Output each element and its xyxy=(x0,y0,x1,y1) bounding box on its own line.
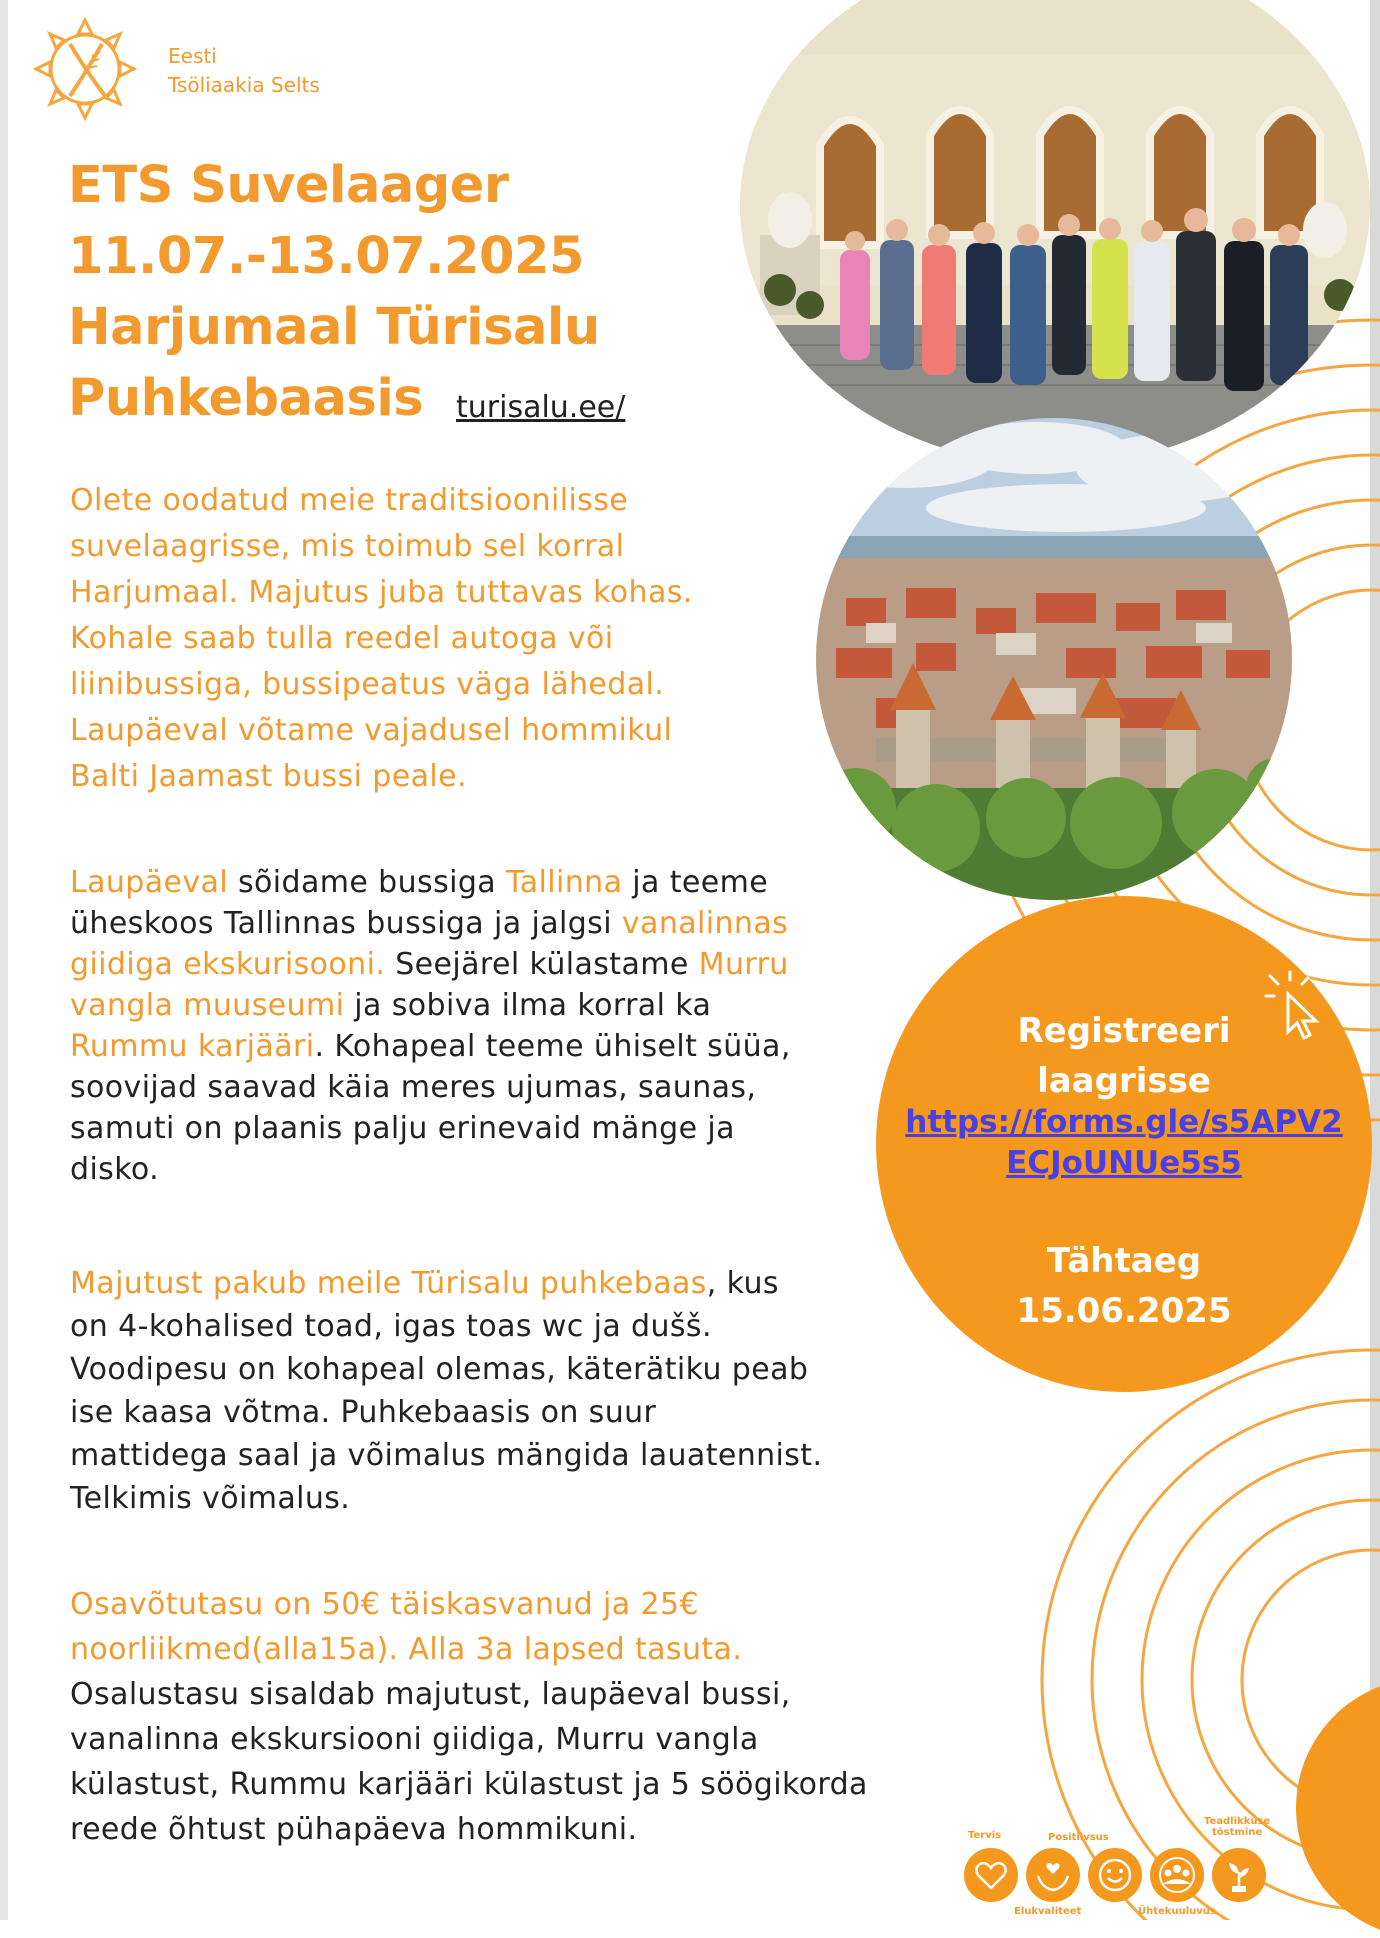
logo-line-2: Tsöliaakia Selts xyxy=(168,73,320,97)
program-highlight: Murru xyxy=(698,947,789,982)
accommodation-line: Telkimis võimalus. xyxy=(70,1481,351,1516)
intro-line: Laupäeval võtame vajadusel hommikul xyxy=(70,713,673,748)
registration-title xyxy=(876,1006,1372,1106)
sun-logo-icon xyxy=(30,14,140,124)
program-line xyxy=(70,1026,870,1067)
intro-line: Kohale saab tulla reedel autoga või xyxy=(70,621,614,656)
registration-link-line-1[interactable]: https://forms.gle/s5APV2 xyxy=(905,1104,1343,1140)
intro-line: Harjumaal. Majutus juba tuttavas kohas. xyxy=(70,575,693,610)
value-label-teadlikkus-2: tõstmine xyxy=(1212,1827,1263,1838)
fee-line: külastust, Rummu karjääri külastust ja 5 söögikorda xyxy=(70,1767,868,1802)
program-text: üheskoos Tallinnas bussiga ja jalgsi xyxy=(70,906,622,941)
value-label-tervis: Tervis xyxy=(968,1830,1002,1841)
accommodation-line: Voodipesu on kohapeal olemas, käterätiku peab xyxy=(70,1352,809,1387)
registration-title-line-1: Registreeri xyxy=(1017,1011,1231,1051)
program-line xyxy=(70,862,870,903)
program-highlight: Rummu karjääri xyxy=(70,1029,315,1064)
value-label-teadlikkus xyxy=(1204,1816,1270,1838)
logo-line-1: Eesti xyxy=(168,44,217,68)
registration-deadline xyxy=(876,1236,1372,1336)
group-people-icon xyxy=(1150,1848,1204,1902)
program-text: . Kohapeal teeme ühiselt süüa, xyxy=(314,1029,791,1064)
registration-form-link[interactable] xyxy=(876,1102,1372,1184)
accommodation-highlight: Majutust pakub meile Türisalu puhkebaas xyxy=(70,1266,707,1301)
fee-line: reede õhtust pühapäeva hommikuni. xyxy=(70,1812,638,1847)
tallinn-photo xyxy=(816,418,1292,900)
registration-title-line-2: laagrisse xyxy=(1037,1061,1211,1101)
tallinn-photo-image xyxy=(816,418,1292,900)
accommodation-paragraph xyxy=(70,1262,950,1520)
program-paragraph xyxy=(70,862,870,1190)
fee-paragraph xyxy=(70,1582,1030,1852)
program-line xyxy=(70,903,870,944)
values-strip xyxy=(960,1816,1280,1917)
title-line-3: Harjumaal Türisalu xyxy=(68,298,600,357)
intro-line: suvelaagrisse, mis toimub sel korral xyxy=(70,529,625,564)
program-highlight: giidiga ekskurisooni. xyxy=(70,947,386,982)
logo-text xyxy=(168,42,320,100)
program-highlight: vanalinnas xyxy=(621,906,789,941)
fee-highlight: noorliikmed(alla15a). Alla 3a lapsed tasuta. xyxy=(70,1632,743,1667)
program-highlight: vangla muuseumi xyxy=(70,988,345,1023)
program-text: Seejärel külastame xyxy=(385,947,699,982)
deadline-date: 15.06.2025 xyxy=(1016,1291,1232,1331)
logo xyxy=(30,14,410,134)
registration-link-line-2[interactable]: ECJoUNUe5s5 xyxy=(1006,1145,1242,1181)
fee-highlight: Osavõtutasu on 50€ täiskasvanud ja 25€ xyxy=(70,1587,699,1622)
accommodation-line xyxy=(70,1262,950,1305)
value-label-elukvaliteet: Elukvaliteet xyxy=(1014,1906,1082,1917)
program-line xyxy=(70,944,870,985)
plant-icon xyxy=(1212,1848,1266,1902)
hands-heart-icon xyxy=(1026,1848,1080,1902)
fee-line: vanalinna ekskursiooni giidiga, Murru vangla xyxy=(70,1722,759,1757)
page-title xyxy=(68,150,768,434)
heart-icon xyxy=(964,1848,1018,1902)
program-line: disko. xyxy=(70,1152,160,1187)
accommodation-line: mattidega saal ja võimalus mängida lauatennist. xyxy=(70,1438,823,1473)
intro-line: Olete oodatud meie traditsioonilisse xyxy=(70,483,629,518)
intro-line: liinibussiga, bussipeatus väga lähedal. xyxy=(70,667,665,702)
program-highlight: Laupäeval xyxy=(70,865,229,900)
value-label-positiivsus: Positiivsus xyxy=(1048,1832,1109,1843)
deadline-label: Tähtaeg xyxy=(1046,1241,1202,1281)
program-line: samuti on plaanis palju erinevaid mänge ja xyxy=(70,1111,735,1146)
fee-line: Osalustasu sisaldab majutust, laupäeval bussi, xyxy=(70,1677,791,1712)
accommodation-line: ise kaasa võtma. Puhkebaasis on suur xyxy=(70,1395,657,1430)
title-line-2: 11.07.-13.07.2025 xyxy=(68,227,584,286)
accommodation-line: on 4-kohalised toad, igas toas wc ja dušš. xyxy=(70,1309,712,1344)
title-line-4: Puhkebaasis xyxy=(68,369,424,428)
turisalu-link[interactable]: turisalu.ee/ xyxy=(456,390,626,425)
accommodation-text: , kus xyxy=(706,1266,779,1301)
intro-line: Balti Jaamast bussi peale. xyxy=(70,759,467,794)
program-line xyxy=(70,985,870,1026)
title-line-1: ETS Suvelaager xyxy=(68,156,509,215)
value-label-uhtekuuluvus: Ühtekuuluvus xyxy=(1138,1906,1216,1917)
program-text: ja teeme xyxy=(622,865,769,900)
smiley-icon xyxy=(1088,1848,1142,1902)
value-label-teadlikkus-1: Teadlikkuse xyxy=(1204,1816,1271,1827)
intro-paragraph xyxy=(70,478,830,800)
program-text: ja sobiva ilma korral ka xyxy=(344,988,712,1023)
program-text: sõidame bussiga xyxy=(228,865,506,900)
program-highlight: Tallinna xyxy=(506,865,623,900)
program-line: soovijad saavad käia meres ujumas, saunas, xyxy=(70,1070,757,1105)
registration-circle xyxy=(876,896,1372,1392)
